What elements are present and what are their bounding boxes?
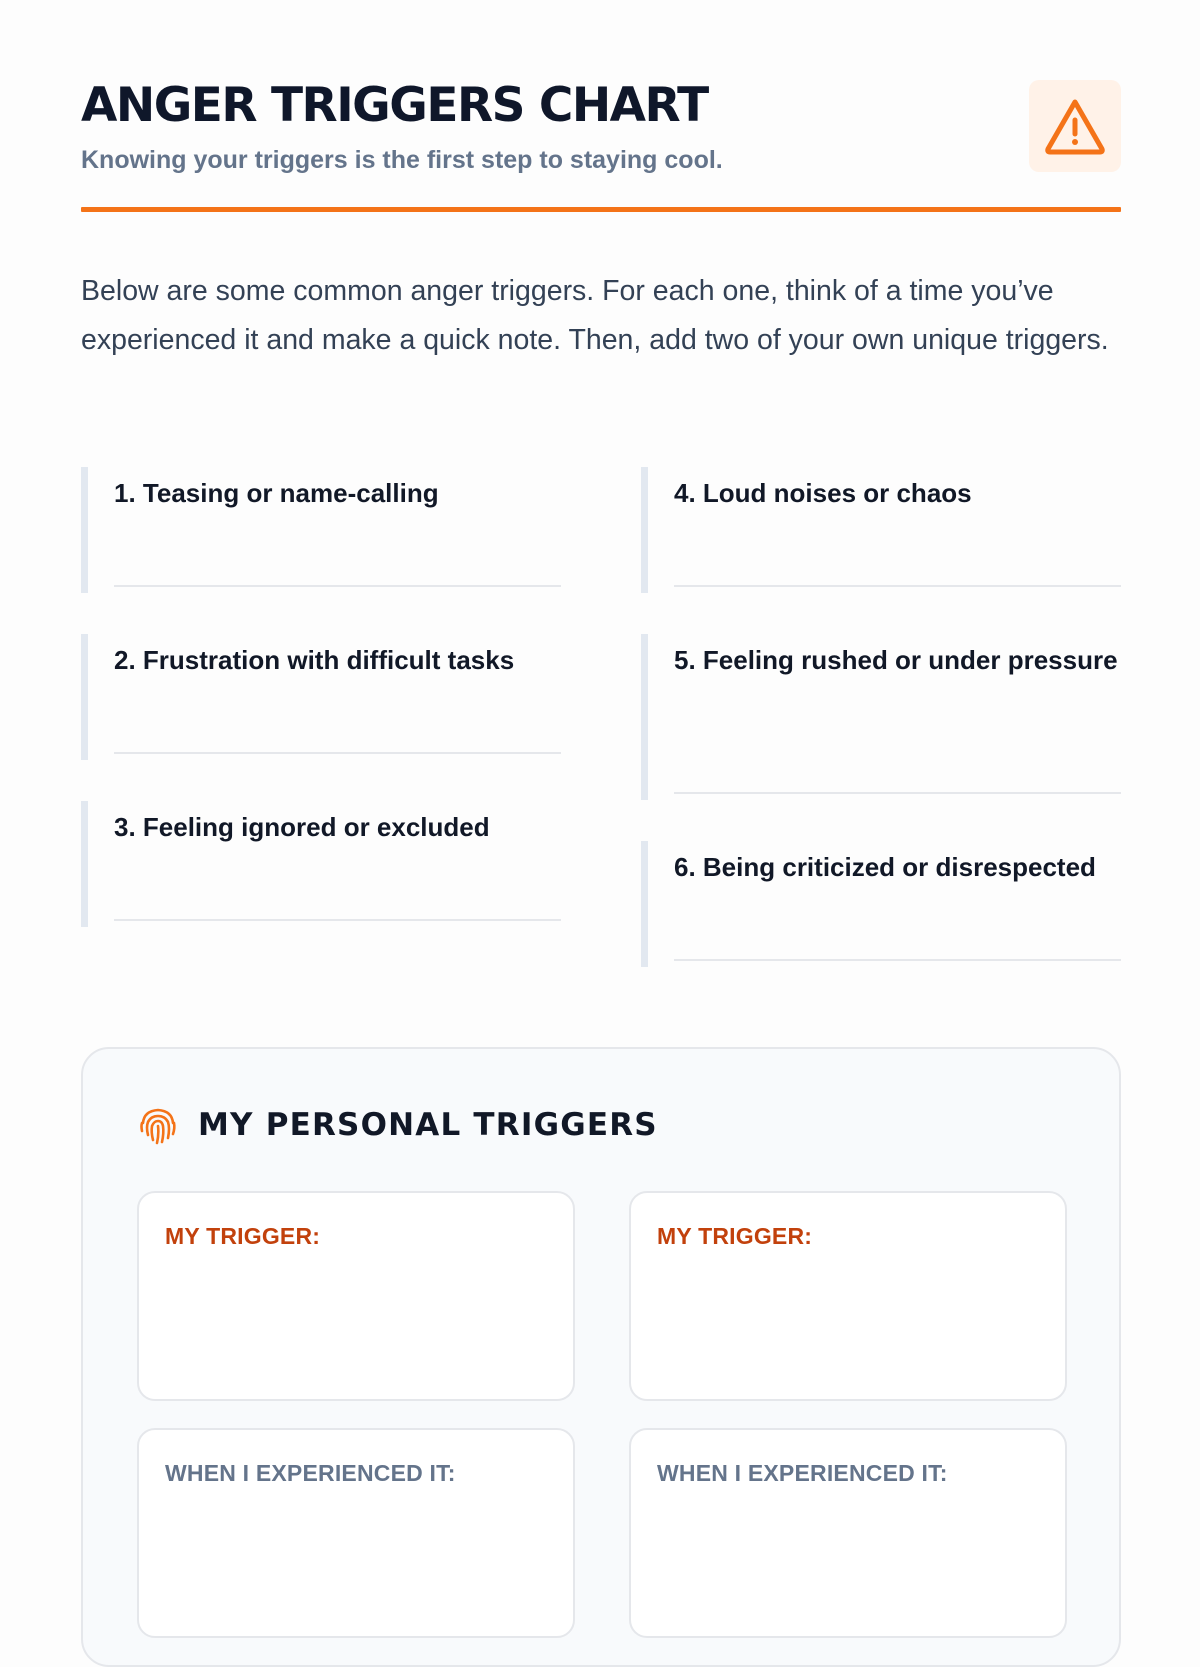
note-line[interactable]: [114, 752, 561, 754]
trigger-label: 2. Frustration with difficult tasks: [114, 645, 515, 675]
page-header: [81, 80, 1121, 212]
trigger-label: 5. Feeling rushed or under pressure: [674, 645, 1118, 675]
alert-badge: [1029, 80, 1121, 172]
my-trigger-card[interactable]: [137, 1191, 575, 1401]
note-line[interactable]: [114, 585, 561, 587]
note-line[interactable]: [114, 919, 561, 921]
note-line[interactable]: [674, 792, 1121, 794]
trigger-item: [81, 467, 561, 593]
header-divider: [81, 207, 1121, 212]
experience-label: WHEN I EXPERIENCED IT:: [165, 1460, 456, 1486]
warning-triangle-icon: [1043, 96, 1107, 156]
my-trigger-card[interactable]: [629, 1191, 1067, 1401]
my-trigger-label: MY TRIGGER:: [657, 1223, 813, 1249]
trigger-label: 6. Being criticized or disrespected: [674, 852, 1096, 882]
note-line[interactable]: [674, 585, 1121, 587]
trigger-label: 1. Teasing or name-calling: [114, 478, 439, 508]
my-trigger-label: MY TRIGGER:: [165, 1223, 321, 1249]
trigger-item: [81, 801, 561, 927]
experience-label: WHEN I EXPERIENCED IT:: [657, 1460, 948, 1486]
page-subtitle: Knowing your triggers is the first step to staying cool.: [81, 146, 723, 174]
intro-paragraph: Below are some common anger triggers. For each one, think of a time you’ve experienced it and make a quick note. Then, add two of your own unique triggers.: [81, 275, 1109, 356]
trigger-item: [641, 634, 1121, 800]
page-title: ANGER TRIGGERS CHART: [81, 78, 708, 133]
trigger-item: [641, 841, 1121, 967]
note-line[interactable]: [674, 959, 1121, 961]
trigger-label: 3. Feeling ignored or excluded: [114, 812, 490, 842]
trigger-label: 4. Loud noises or chaos: [674, 478, 972, 508]
experience-card[interactable]: [629, 1428, 1067, 1638]
personal-triggers-section: [81, 1047, 1121, 1667]
fingerprint-icon: [138, 1105, 178, 1145]
experience-card[interactable]: [137, 1428, 575, 1638]
section-header: [138, 1105, 658, 1145]
section-title: MY PERSONAL TRIGGERS: [198, 1107, 658, 1143]
trigger-item: [641, 467, 1121, 593]
trigger-item: [81, 634, 561, 760]
